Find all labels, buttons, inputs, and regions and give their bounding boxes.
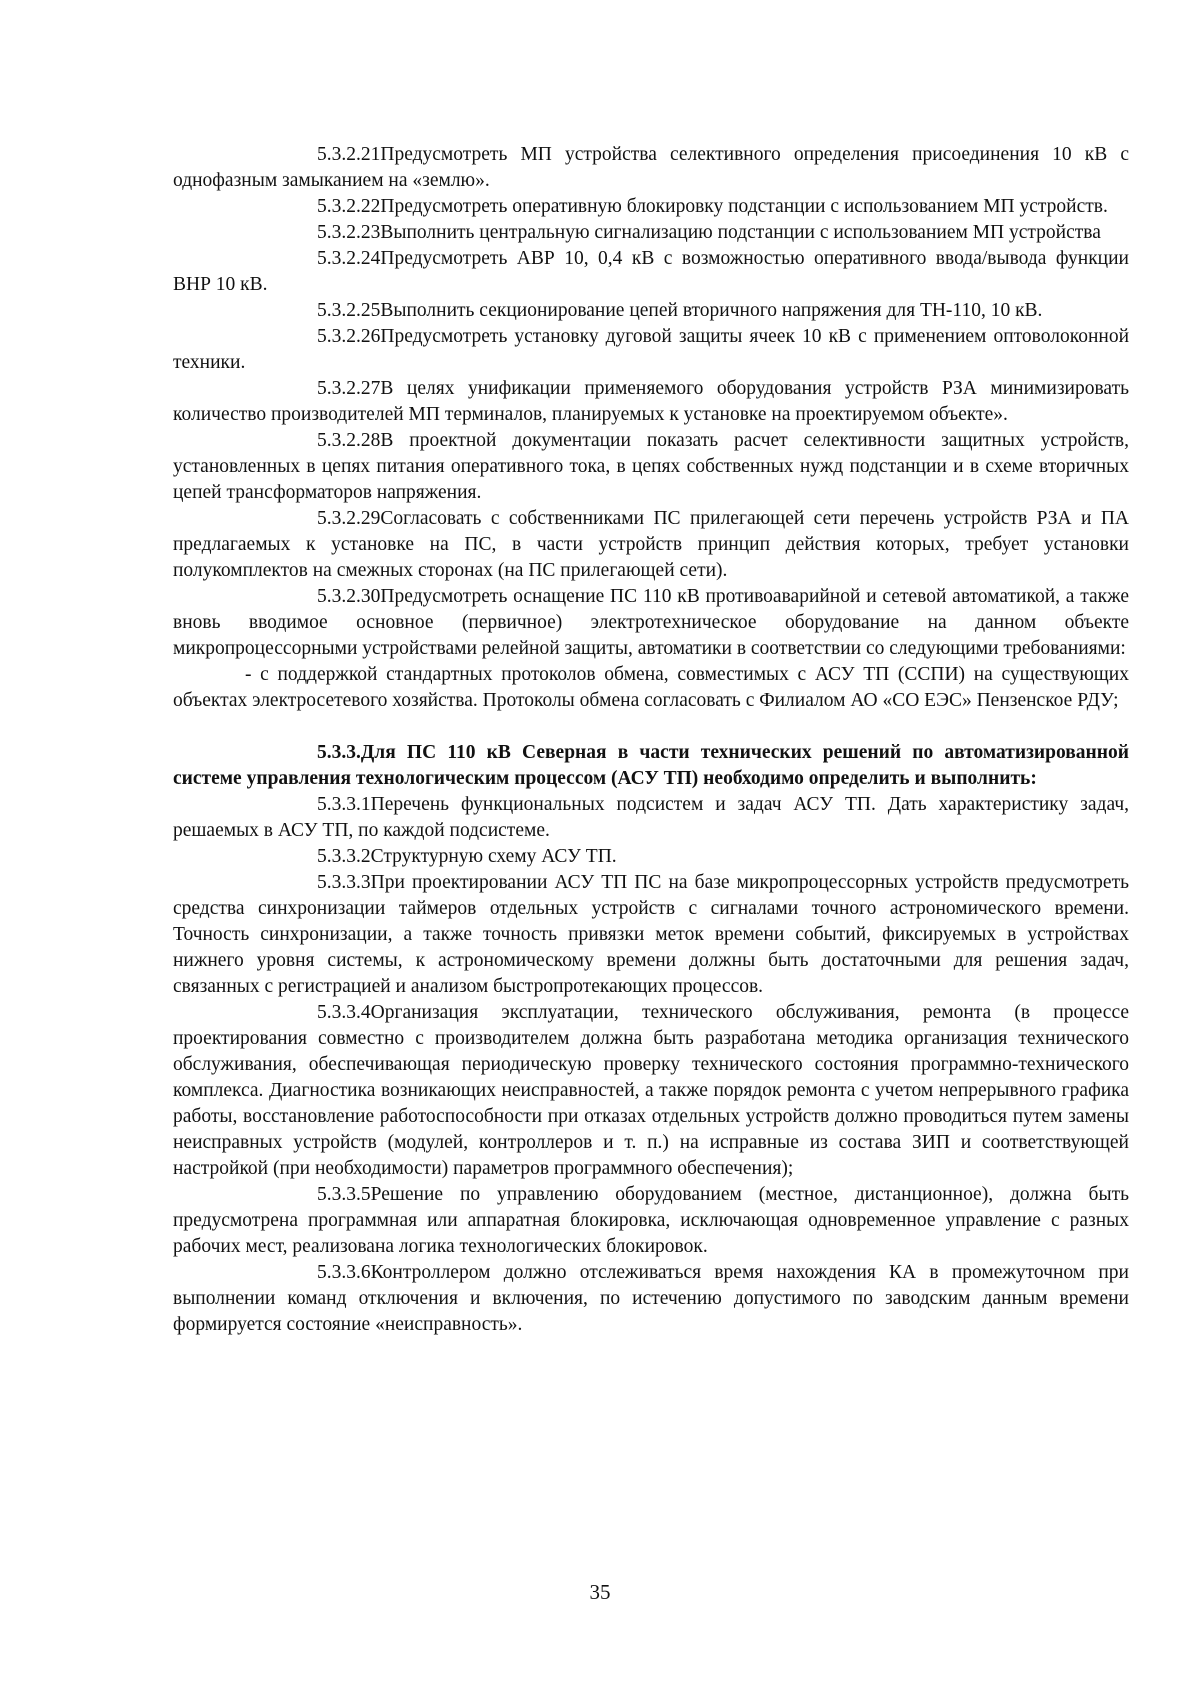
bullet-item: - с поддержкой стандартных протоколов обмена, совместимых с АСУ ТП (ССПИ) на существующих объектах электросетевого хозяйства. Протоколы обмена согласовать с Филиалом АО «СО ЕЭС» Пензенское РДУ; (173, 664, 1129, 711)
clause-text: Организация эксплуатации, технического обслуживания, ремонта (в процессе проектирования совместно с производителем должна быть разработана методика организация технического обслуживания, обеспечивающая периодическую проверку технического состояния программно-технического комплекса. Диагностика возникающих неисправностей, а также порядок ремонта с учетом непрерывного графика работы, восстановление работоспособности при отказах отдельных устройств должно проводиться путем замены неисправных устройств (модулей, контроллеров и т. п.) на исправные из состава ЗИП и соответствующей настройкой (при необходимости) параметров программного обеспечения); (173, 1002, 1129, 1179)
paragraph-5-3-3-6 (173, 1260, 1129, 1338)
clause-number: 5.3.2.30 (317, 586, 381, 607)
clause-text: Структурную схему АСУ ТП. (370, 846, 617, 867)
clause-number: 5.3.3.6 (317, 1262, 371, 1283)
clause-number: 5.3.3.1 (317, 794, 371, 815)
clause-text: Предусмотреть оперативную блокировку подстанции с использованием МП устройств. (380, 196, 1108, 217)
paragraph-5-3-2-27 (173, 376, 1129, 428)
clause-number: 5.3.2.25 (317, 300, 381, 321)
clause-text: При проектировании АСУ ТП ПС на базе микропроцессорных устройств предусмотреть средства синхронизации таймеров отдельных устройств с сигналами точного астрономического времени. Точность синхронизации, а также точность привязки меток времени событий, фиксируемых в устройствах нижнего уровня системы, к астрономическому времени должны быть достаточными для решения задач, связанных с регистрацией и анализом быстропротекающих процессов. (173, 872, 1129, 997)
paragraph-5-3-2-21 (173, 142, 1129, 194)
page-number: 35 (589, 1580, 611, 1604)
paragraph-5-3-3-3 (173, 870, 1129, 1000)
clause-text: Перечень функциональных подсистем и задач АСУ ТП. Дать характеристику задач, решаемых в АСУ ТП, по каждой подсистеме. (173, 794, 1129, 841)
clause-text: Предусмотреть АВР 10, 0,4 кВ с возможностью оперативного ввода/вывода функции ВНР 10 кВ. (173, 248, 1129, 295)
clause-text: Предусмотреть оснащение ПС 110 кВ противоаварийной и сетевой автоматикой, а также вновь вводимое основное (первичное) электротехническое оборудование на данном объекте микропроцессорными устройствами релейной защиты, автоматики в соответствии со следующими требованиями: (173, 586, 1129, 659)
clause-number: 5.3.2.27 (317, 378, 381, 399)
paragraph-5-3-2-30 (173, 584, 1129, 662)
clause-number: 5.3.2.29 (317, 508, 381, 529)
paragraph-5-3-2-25 (173, 298, 1129, 324)
clause-number: 5.3.2.21 (317, 144, 381, 165)
paragraph-gap (173, 714, 1129, 740)
clause-number: 5.3.2.28 (317, 430, 381, 451)
clause-number: 5.3.2.24 (317, 248, 381, 269)
clause-text: Решение по управлению оборудованием (местное, дистанционное), должна быть предусмотрена программная или аппаратная блокировка, исключающая одновременное управление с разных рабочих мест, реализована логика технологических блокировок. (173, 1184, 1129, 1257)
clause-number: 5.3.3.5 (317, 1184, 371, 1205)
clause-number: 5.3.2.22 (317, 196, 381, 217)
clause-text: Предусмотреть МП устройства селективного определения присоединения 10 кВ с однофазным замыканием на «землю». (173, 144, 1129, 191)
paragraph-5-3-2-26 (173, 324, 1129, 376)
clause-text: Согласовать с собственниками ПС прилегающей сети перечень устройств РЗА и ПА предлагаемых к установке на ПС, в части устройств принцип действия которых, требует установки полукомплектов на смежных сторонах (на ПС прилегающей сети). (173, 508, 1129, 581)
paragraph-5-3-3-2 (173, 844, 1129, 870)
clause-number: 5.3.3.3 (317, 872, 371, 893)
section-number: 5.3.3. (317, 742, 361, 763)
paragraph-5-3-3-1 (173, 792, 1129, 844)
paragraph-5-3-2-23 (173, 220, 1129, 246)
paragraph-5-3-3-4 (173, 1000, 1129, 1182)
paragraph-5-3-2-22 (173, 194, 1129, 220)
clause-text: Контроллером должно отслеживаться время нахождения КА в промежуточном при выполнении команд отключения и включения, по истечению допустимого по заводским данным времени формируется состояние «неисправность». (173, 1262, 1129, 1335)
paragraph-5-3-2-28 (173, 428, 1129, 506)
clause-text: В целях унификации применяемого оборудования устройств РЗА минимизировать количество производителей МП терминалов, планируемых к установке на проектируемом объекте». (173, 378, 1129, 425)
clause-text: Выполнить центральную сигнализацию подстанции с использованием МП устройства (380, 222, 1101, 243)
section-heading-5-3-3 (173, 740, 1129, 792)
clause-number: 5.3.3.4 (317, 1002, 371, 1023)
section-text: Для ПС 110 кВ Северная в части технических решений по автоматизированной системе управления технологическим процессом (АСУ ТП) необходимо определить и выполнить: (173, 742, 1129, 789)
clause-number: 5.3.2.26 (317, 326, 381, 347)
clause-text: Предусмотреть установку дуговой защиты ячеек 10 кВ с применением оптоволоконной техники. (173, 326, 1129, 373)
document-page (173, 142, 1129, 1338)
clause-text: В проектной документации показать расчет селективности защитных устройств, установленных в цепях питания оперативного тока, в цепях собственных нужд подстанции и в схеме вторичных цепей трансформаторов напряжения. (173, 430, 1129, 503)
clause-number: 5.3.3.2 (317, 846, 371, 867)
paragraph-5-3-2-29 (173, 506, 1129, 584)
clause-number: 5.3.2.23 (317, 222, 381, 243)
paragraph-5-3-3-5 (173, 1182, 1129, 1260)
clause-text: Выполнить секционирование цепей вторичного напряжения для ТН-110, 10 кВ. (380, 300, 1043, 321)
paragraph-5-3-2-24 (173, 246, 1129, 298)
